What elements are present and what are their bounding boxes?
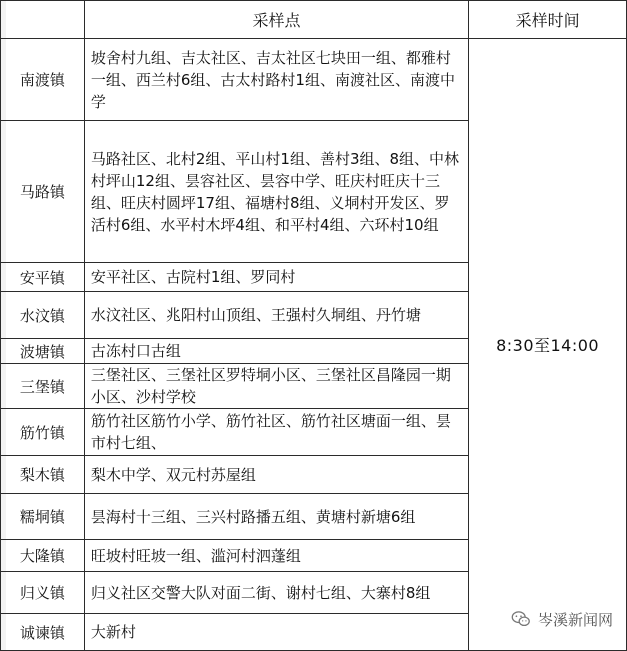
town-cell: 归义镇 (1, 572, 85, 614)
watermark (510, 608, 613, 630)
sites-cell: 安平社区、古院村1组、罗同村 (84, 263, 468, 292)
sites-cell: 旺坡村旺坡一组、滥河村泗蓬组 (84, 540, 468, 572)
header-sites: 采样点 (84, 1, 468, 39)
sites-cell: 坡舍村九组、吉太社区、吉太社区七块田一组、都雅村一组、西兰村6组、古太村路村1组、南渡社区、南渡中学 (84, 39, 468, 121)
town-cell: 大隆镇 (1, 540, 85, 572)
town-cell: 诚谏镇 (1, 614, 85, 651)
sites-cell: 马路社区、北村2组、平山村1组、善村3组、8组、中林村坪山12组、昙容社区、昙容中学、旺庆村旺庆十三组、旺庆村圆坪17组、福塘村8组、义垌村开发区、罗活村6组、水平村木坪4组、和平村4组、六环村10组 (84, 121, 468, 263)
sites-cell: 古冻村口古组 (84, 339, 468, 364)
sites-cell: 筋竹社区筋竹小学、筋竹社区、筋竹社区塘面一组、昙市村七组、 (84, 409, 468, 456)
sites-cell: 梨木中学、双元村苏屋组 (84, 456, 468, 494)
sites-cell: 昙海村十三组、三兴村路播五组、黄塘村新塘6组 (84, 494, 468, 540)
town-cell: 水汶镇 (1, 292, 85, 339)
town-cell: 波塘镇 (1, 339, 85, 364)
sites-cell: 归义社区交警大队对面二街、谢村七组、大寨村8组 (84, 572, 468, 614)
town-cell: 三堡镇 (1, 364, 85, 409)
watermark-text: 岑溪新闻网 (537, 610, 613, 629)
town-cell: 筋竹镇 (1, 409, 85, 456)
sampling-time-cell: 8:30至14:00 (469, 39, 627, 651)
sites-cell: 三堡社区、三堡社区罗特垌小区、三堡社区昌隆园一期小区、沙村学校 (84, 364, 468, 409)
town-cell: 糯垌镇 (1, 494, 85, 540)
sites-cell: 水汶社区、兆阳村山顶组、王强村久垌组、丹竹塘 (84, 292, 468, 339)
header-row (1, 1, 627, 39)
sites-cell: 大新村 (84, 614, 468, 651)
table-row (1, 39, 627, 121)
town-cell: 南渡镇 (1, 39, 85, 121)
header-town (1, 1, 85, 39)
town-cell: 梨木镇 (1, 456, 85, 494)
wechat-logo-icon (510, 608, 532, 630)
town-cell: 安平镇 (1, 263, 85, 292)
header-time: 采样时间 (469, 1, 627, 39)
town-cell: 马路镇 (1, 121, 85, 263)
